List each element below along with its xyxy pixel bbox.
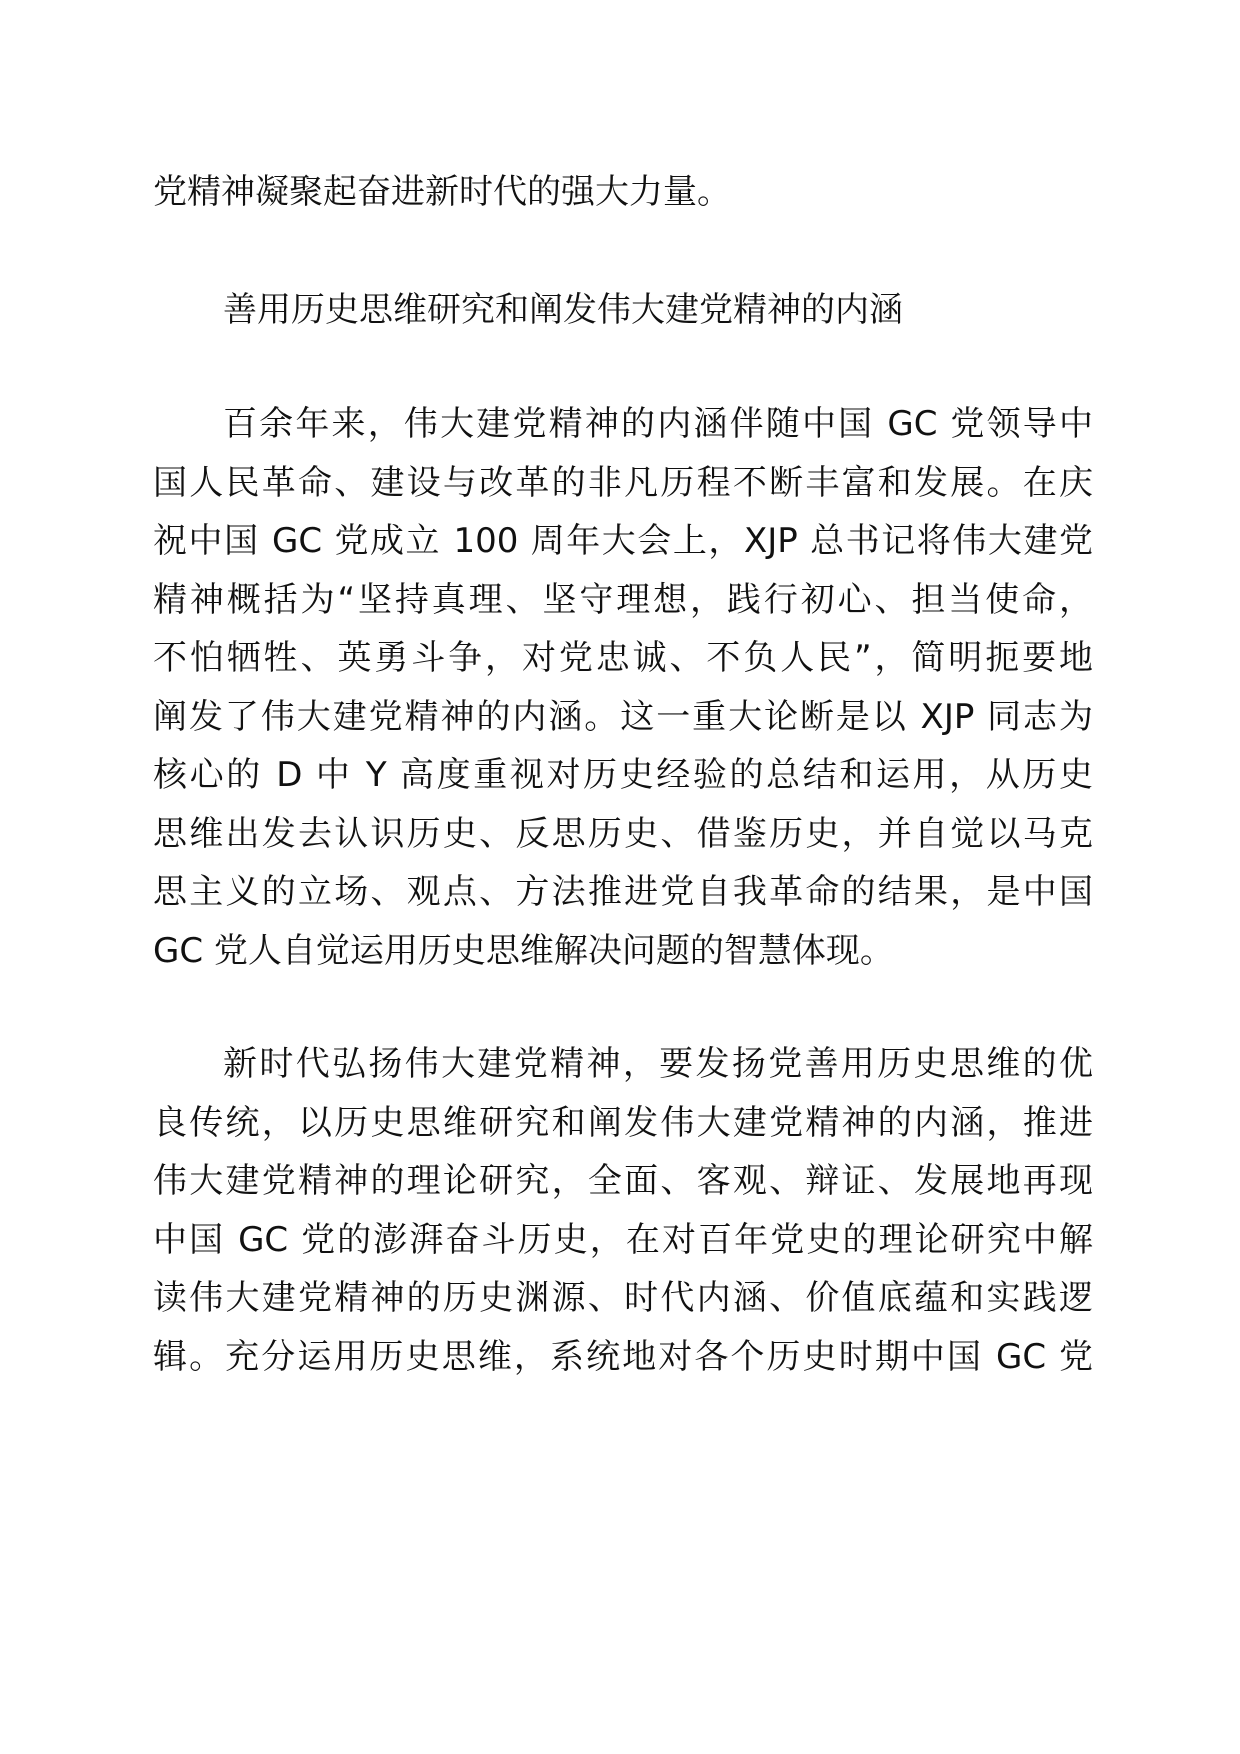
paragraph-line: 伟大建党精神的理论研究，全面、客观、辩证、发展地再现 xyxy=(153,1161,1093,1201)
paragraph-line: 不怕牺牲、英勇斗争，对党忠诚、不负人民”，简明扼要地 xyxy=(153,638,1093,678)
paragraph-line: 新时代弘扬伟大建党精神，要发扬党善用历史思维的优 xyxy=(223,1044,1093,1084)
paragraph-line: 读伟大建党精神的历史渊源、时代内涵、价值底蕴和实践逻 xyxy=(153,1278,1093,1318)
paragraph-line: 精神概括为“坚持真理、坚守理想，践行初心、担当使命， xyxy=(153,580,1093,620)
paragraph-line: 核心的 D 中 Y 高度重视对历史经验的总结和运用，从历史 xyxy=(153,755,1093,795)
paragraph-line: 思维出发去认识历史、反思历史、借鉴历史，并自觉以马克 xyxy=(153,814,1093,854)
paragraph-line: 国人民革命、建设与改革的非凡历程不断丰富和发展。在庆 xyxy=(153,463,1093,503)
continuation-line: 党精神凝聚起奋进新时代的强大力量。 xyxy=(153,172,731,212)
paragraph-line: 辑。充分运用历史思维，系统地对各个历史时期中国 GC 党 xyxy=(153,1337,1093,1377)
paragraph-line: 祝中国 GC 党成立 100 周年大会上，XJP 总书记将伟大建党 xyxy=(153,521,1093,561)
paragraph-line: 思主义的立场、观点、方法推进党自我革命的结果，是中国 xyxy=(153,872,1093,912)
paragraph-line: GC 党人自觉运用历史思维解决问题的智慧体现。 xyxy=(153,931,894,971)
section-heading: 善用历史思维研究和阐发伟大建党精神的内涵 xyxy=(223,290,903,330)
paragraph-line: 良传统，以历史思维研究和阐发伟大建党精神的内涵，推进 xyxy=(153,1103,1093,1143)
paragraph-line: 百余年来，伟大建党精神的内涵伴随中国 GC 党领导中 xyxy=(223,404,1093,444)
paragraph-line: 阐发了伟大建党精神的内涵。这一重大论断是以 XJP 同志为 xyxy=(153,697,1093,737)
paragraph-line: 中国 GC 党的澎湃奋斗历史，在对百年党史的理论研究中解 xyxy=(153,1220,1093,1260)
